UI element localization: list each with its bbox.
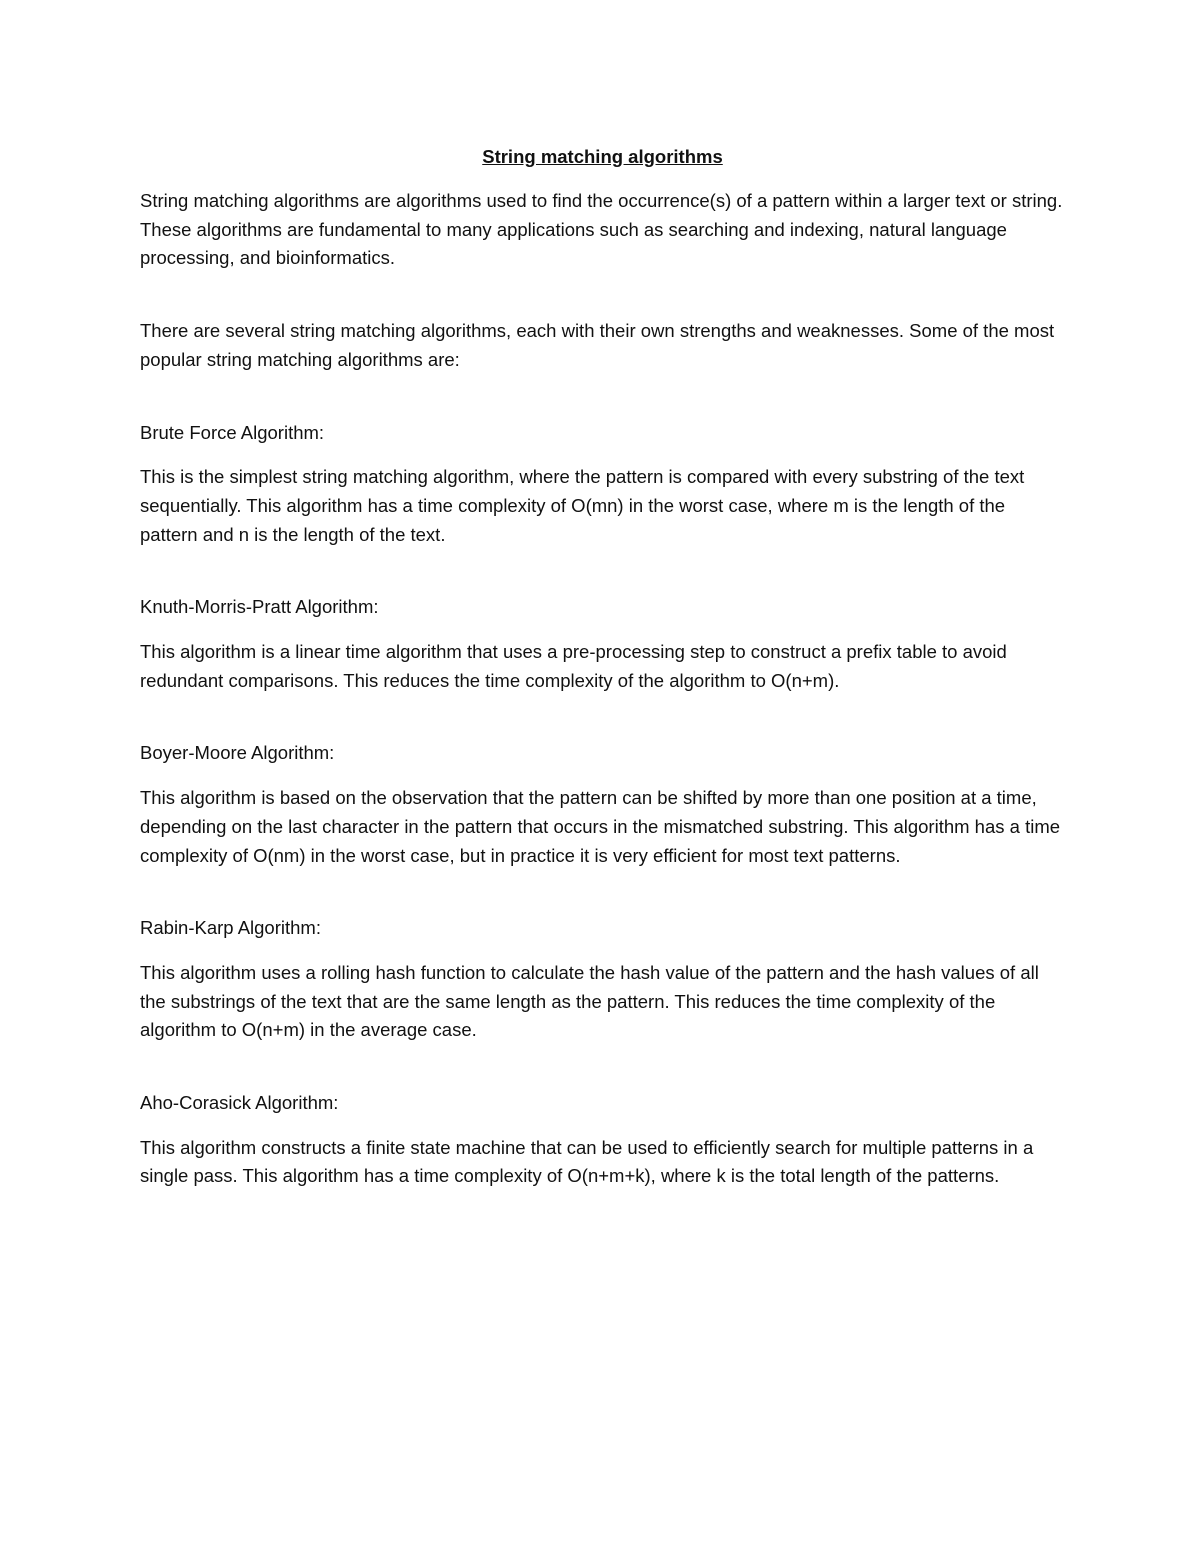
- section-heading: Rabin-Karp Algorithm:: [140, 917, 321, 939]
- document-page: [140, 142, 1065, 1207]
- section-heading: Brute Force Algorithm:: [140, 421, 325, 443]
- section-rabin-karp: [140, 914, 1065, 1045]
- section-aho-corasick: [140, 1089, 1065, 1191]
- section-heading: Knuth-Morris-Pratt Algorithm:: [140, 596, 379, 618]
- section-body: This is the simplest string matching algorithm, where the pattern is compared with every substring of the text sequentially. This algorithm has a time complexity of O(mn) in the worst case, where m is the length of the pattern and n is the length of the text.: [140, 466, 1025, 545]
- document-title: String matching algorithms: [482, 146, 723, 167]
- section-body: This algorithm constructs a finite state machine that can be used to efficiently search for multiple patterns in a single pass. This algorithm has a time complexity of O(n+m+k), where k is the total length of the patterns.: [140, 1136, 1034, 1187]
- section-boyer-moore: [140, 739, 1065, 870]
- section-body: This algorithm is a linear time algorithm that uses a pre-processing step to construct a prefix table to avoid redundant comparisons. This reduces the time complexity of the algorithm to O(n+m).: [140, 641, 1007, 691]
- section-brute-force: [140, 419, 1065, 550]
- intro-paragraph: String matching algorithms are algorithms used to find the occurrence(s) of a pattern within a larger text or string. These algorithms are fundamental to many applications such as searching and indexing, natural language processing, and bioinformatics.: [140, 190, 1063, 269]
- section-body: This algorithm is based on the observation that the pattern can be shifted by more than one position at a time, depending on the last character in the pattern that occurs in the mismatched substring. This algorithm has a time complexity of O(nm) in the worst case, but in practice it is very efficient for most text patterns.: [140, 787, 1061, 866]
- section-heading: Boyer-Moore Algorithm:: [140, 742, 335, 764]
- section-body: This algorithm uses a rolling hash function to calculate the hash value of the pattern and the hash values of all the substrings of the text that are the same length as the pattern. This reduces the time complexity of the algorithm to O(n+m) in the average case.: [140, 961, 1039, 1041]
- section-heading: Aho-Corasick Algorithm:: [140, 1092, 339, 1114]
- section-knuth-morris-pratt: [140, 593, 1065, 695]
- overview-paragraph: There are several string matching algorithms, each with their own strengths and weaknesses. Some of the most popular string matching algorithms are:: [140, 320, 1055, 370]
